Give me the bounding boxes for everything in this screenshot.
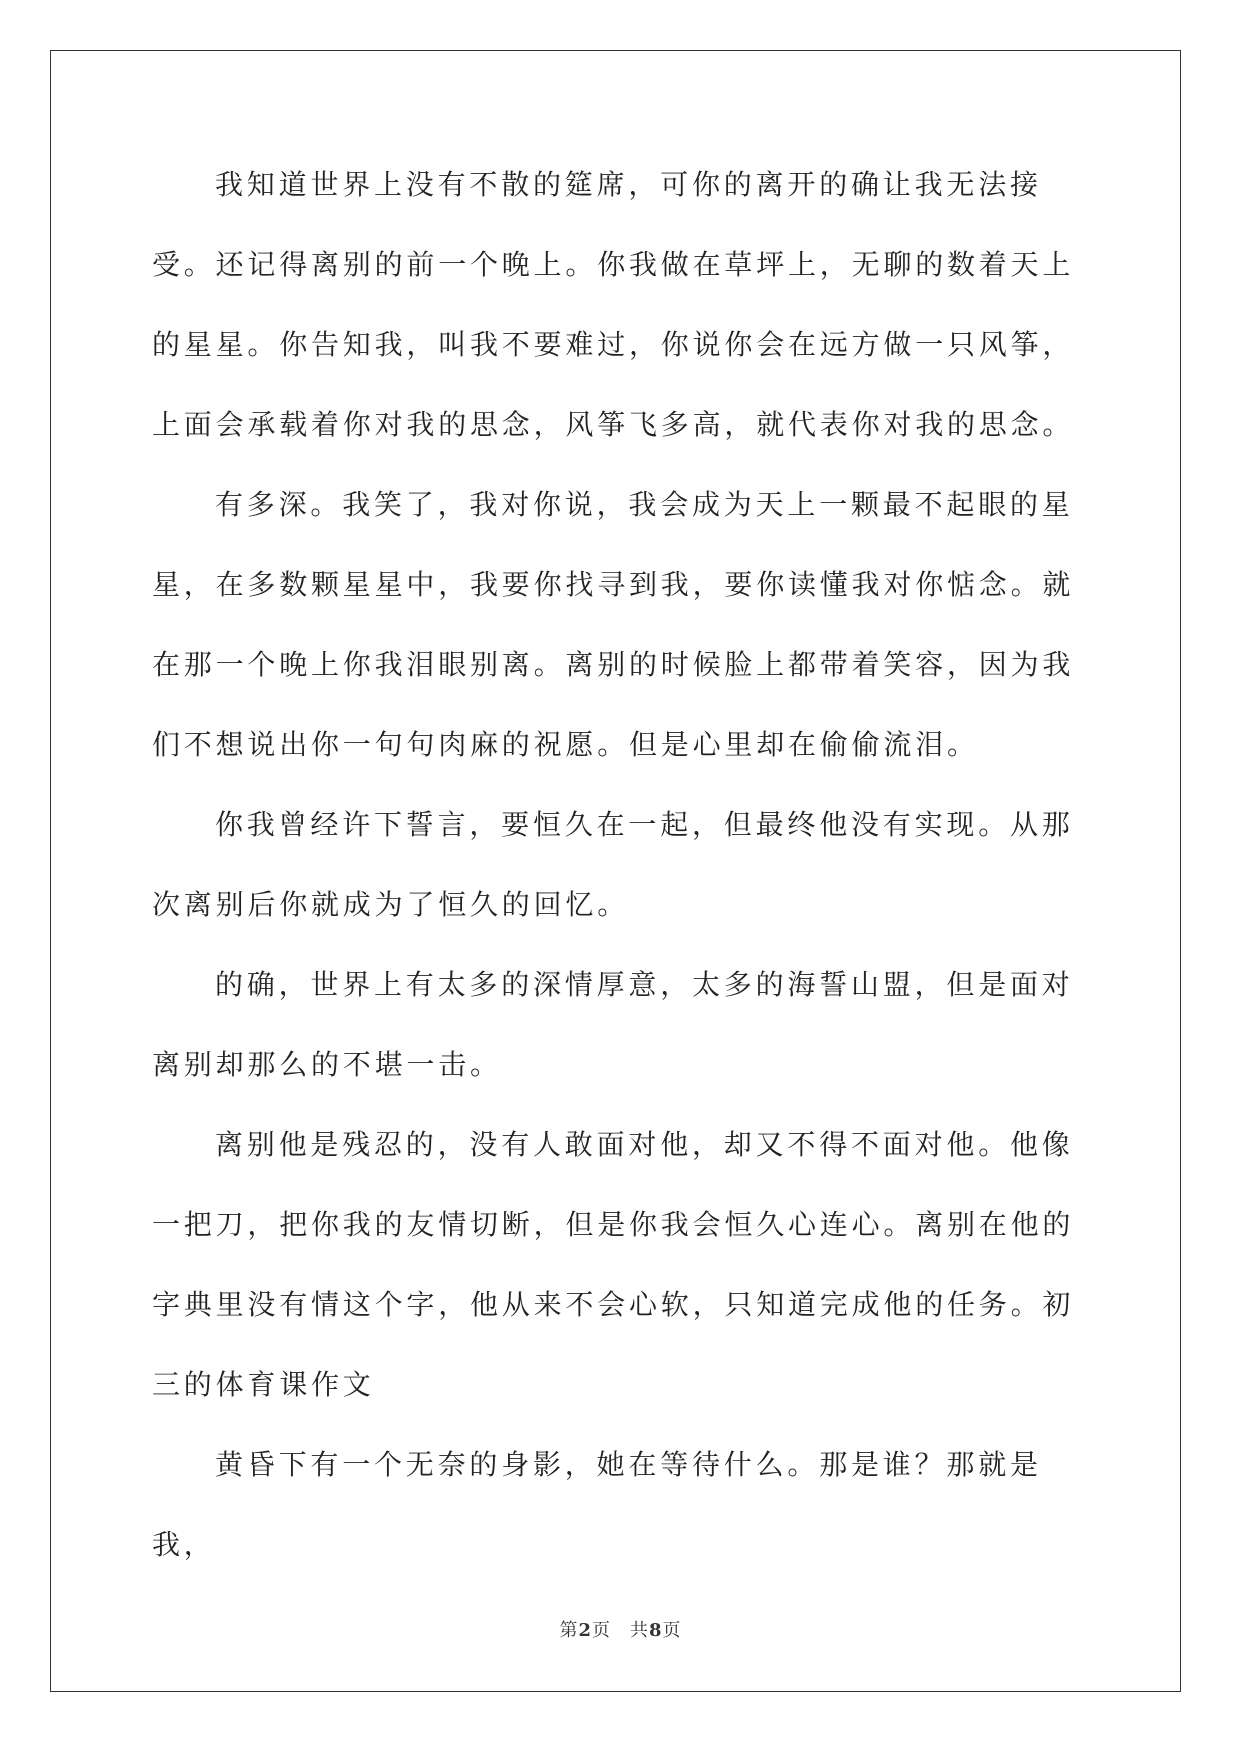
paragraph-6: 黄昏下有一个无奈的身影，她在等待什么。那是谁？那就是我，	[152, 1448, 1042, 1561]
paragraph-4: 的确，世界上有太多的深情厚意，太多的海誓山盟，但是面对离别却那么的不堪一击。	[152, 968, 1074, 1081]
footer-page-suffix: 页	[662, 1620, 682, 1641]
paragraph-2: 有多深。我笑了，我对你说，我会成为天上一颗最不起眼的星星，在多数颗星星中，我要你找寻到我，要你读懂我对你惦念。就在那一个晚上你我泪眼别离。离别的时候脸上都带着笑容，因为我们不想说出你一句句肉麻的祝愿。但是心里却在偷偷流泪。	[152, 488, 1075, 761]
paragraph-1: 我知道世界上没有不散的筵席，可你的离开的确让我无法接受。还记得离别的前一个晚上。你我做在草坪上，无聊的数着天上的星星。你告知我，叫我不要难过，你说你会在远方做一只风筝，上面会承载着你对我的思念，风筝飞多高，就代表你对我的思念。	[152, 168, 1075, 441]
page-footer	[0, 1616, 1241, 1642]
footer-page-prefix: 第	[559, 1620, 579, 1641]
paragraph-5: 离别他是残忍的，没有人敢面对他，却又不得不面对他。他像一把刀，把你我的友情切断，但是你我会恒久心连心。离别在他的字典里没有情这个字，他从来不会心软，只知道完成他的任务。初三的体育课作文	[152, 1128, 1075, 1401]
paragraph-3: 你我曾经许下誓言，要恒久在一起，但最终他没有实现。从那次离别后你就成为了恒久的回忆。	[152, 808, 1074, 921]
footer-page-current: 2	[578, 1620, 592, 1641]
footer-page-mid: 页 共	[592, 1620, 649, 1641]
footer-page-total: 8	[649, 1620, 663, 1641]
document-body	[152, 145, 1082, 1585]
